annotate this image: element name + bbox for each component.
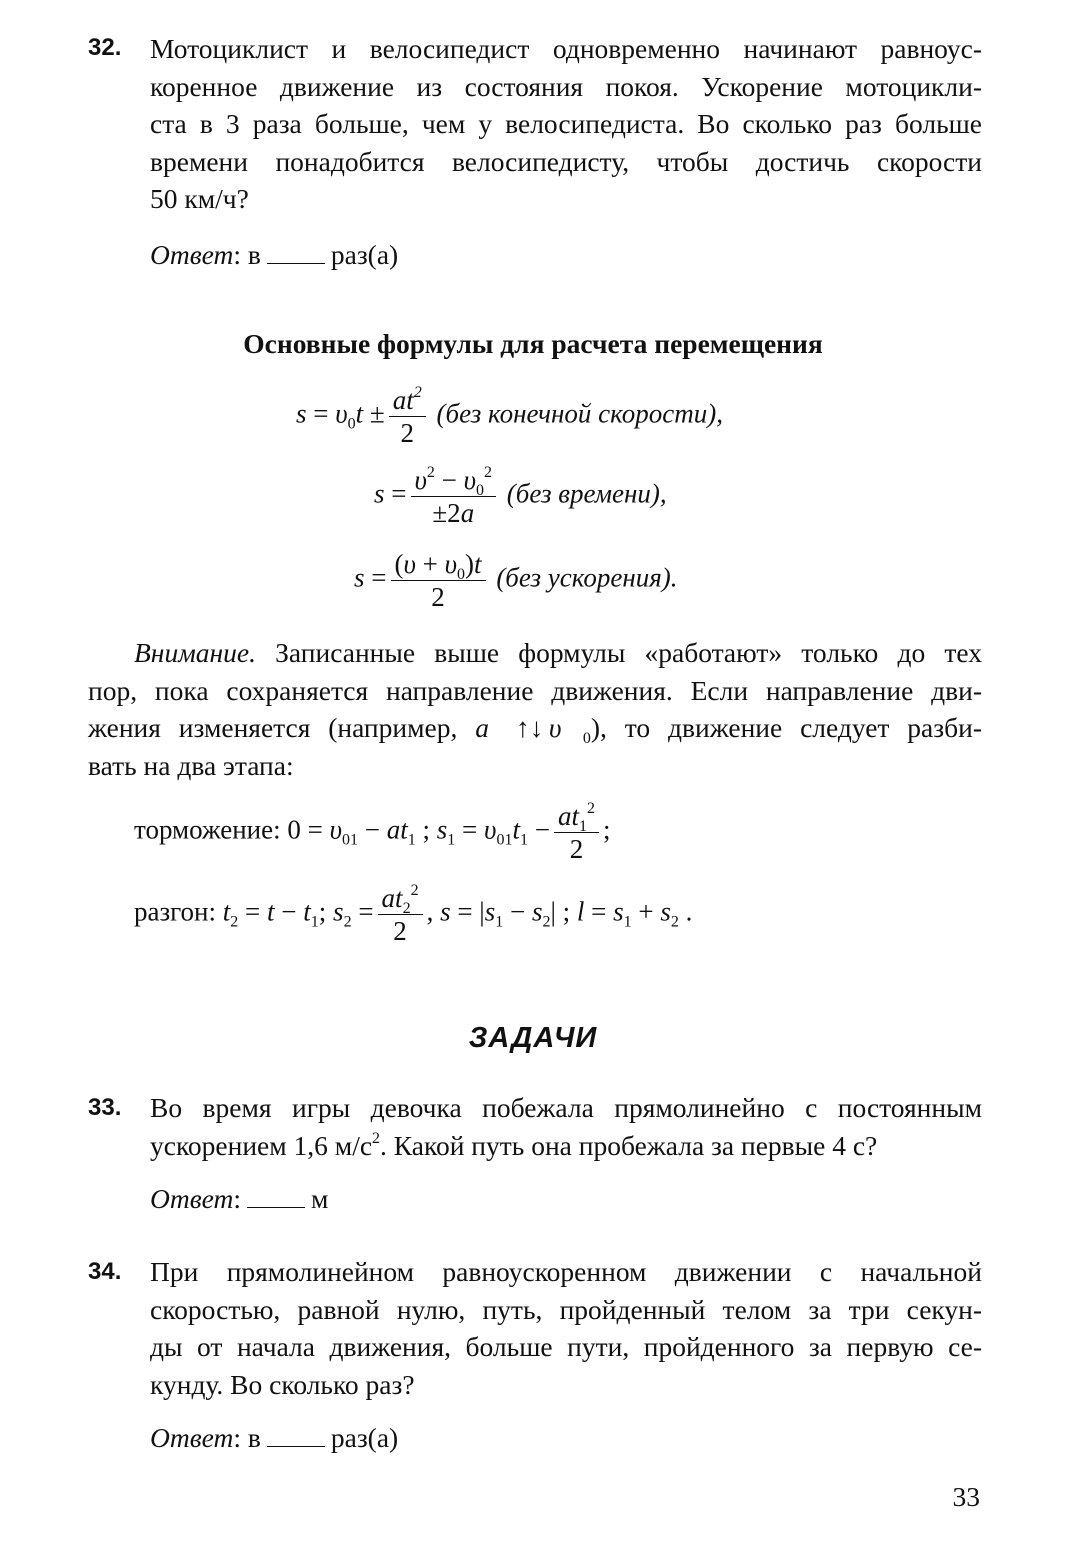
answer-label: Ответ bbox=[150, 1422, 234, 1453]
formula-no-acceleration: s = $\frac{(\upsilon + \upsilon_0)t}{2}$ (без ускорения). bbox=[354, 549, 678, 612]
problem-34-line: скоростью, равной нулю, путь, пройденный телом за три секун- bbox=[150, 1293, 982, 1325]
formula-note: (без конечной скорости), bbox=[436, 398, 723, 429]
problem-32-line: коренное движение из состояния покоя. Ускорение мотоцикли- bbox=[150, 70, 982, 102]
problem-34-line: При прямолинейном равноускоренном движении с начальной bbox=[150, 1256, 982, 1287]
problem-33-line: Во время игры девочка побежала прямолинейно с постоянным bbox=[150, 1092, 982, 1123]
problem-32-answer bbox=[150, 236, 398, 274]
formulas-heading: Основные формулы для расчета перемещения bbox=[243, 328, 823, 359]
problem-32-line: Мотоциклист и велосипедист одновременно начинают равноус- bbox=[150, 33, 982, 64]
problem-32-line: 50 км/ч? bbox=[150, 183, 249, 214]
answer-prefix: : bbox=[233, 1183, 241, 1214]
braking-label: торможение: bbox=[134, 814, 281, 845]
attention-line: пор, пока сохраняется направление движения. Если направление дви- bbox=[88, 674, 982, 706]
problem-32-line: ста в 3 раза больше, чем у велосипедиста. Во сколько раз больше bbox=[150, 108, 982, 139]
problem-33-line: ускорением 1,6 $м/с^2$. Какой путь она пробежала за первые 4 с? bbox=[150, 1129, 878, 1161]
accel-label: разгон: bbox=[134, 896, 217, 927]
formula-no-final-velocity: $s = \upsilon_0t$ ± $\frac{at^2}{2}$ (без конечной скорости), bbox=[296, 384, 723, 448]
formula-note: (без времени), bbox=[506, 478, 667, 509]
acceleration-formula: разгон: $t_2 = t - t_1$; $s_2$ = $\frac{at_2^2}{2}$ , $s = |s_1 - s_2|$ ; $l = s_1 + s_2$ . bbox=[134, 882, 693, 946]
answer-prefix: : в bbox=[233, 239, 261, 270]
answer-blank[interactable] bbox=[267, 243, 325, 264]
problem-34-line: ды от начала движения, больше пути, пройденного за первую се- bbox=[150, 1331, 982, 1362]
formula-note: (без ускорения). bbox=[496, 562, 678, 593]
problem-33-number: 33. bbox=[88, 1094, 122, 1121]
tasks-heading: ЗАДАЧИ bbox=[468, 1022, 598, 1054]
problem-33-text bbox=[150, 1089, 982, 1164]
answer-blank[interactable] bbox=[267, 1426, 325, 1447]
problem-32-line: времени понадобится велосипедисту, чтобы достичь скорости bbox=[150, 145, 982, 177]
problem-33-answer bbox=[150, 1180, 328, 1218]
attention-line: Внимание. Записанные выше формулы «работают» только до тех bbox=[134, 637, 983, 668]
problem-34-text bbox=[150, 1253, 982, 1403]
problem-34-number: 34. bbox=[88, 1258, 122, 1285]
formula-no-time: s = $\frac{\upsilon^2 - \upsilon_0^2}{\pm 2a}$ (без времени), bbox=[374, 464, 667, 528]
answer-label: Ответ bbox=[150, 1183, 234, 1214]
answer-label: Ответ bbox=[150, 239, 234, 270]
braking-formula: торможение: $0 = \upsilon_{01} - at_1$ ; $s_1 = \upsilon_{01}t_1$ − $\frac{at_1^2}{2}$ ; bbox=[134, 800, 611, 864]
problem-32-text bbox=[150, 30, 982, 218]
attention-line: вать на два этапа: bbox=[88, 749, 294, 781]
problem-34-answer bbox=[150, 1419, 398, 1457]
problem-34-line: кунду. Во сколько раз? bbox=[150, 1368, 415, 1400]
answer-prefix: : в bbox=[233, 1422, 261, 1453]
answer-unit: раз(а) bbox=[330, 1422, 399, 1453]
attention-line: жения изменяется (например, a⃗ ↑↓ $\upsilon⃗_0$), то движение следует разби- bbox=[88, 712, 982, 747]
problem-32-number: 32. bbox=[88, 34, 122, 61]
answer-unit: раз(а) bbox=[330, 239, 399, 270]
attention-paragraph bbox=[88, 634, 982, 784]
page-number: 33 bbox=[952, 1481, 980, 1512]
answer-blank[interactable] bbox=[247, 1187, 305, 1208]
answer-unit: м bbox=[311, 1183, 329, 1214]
